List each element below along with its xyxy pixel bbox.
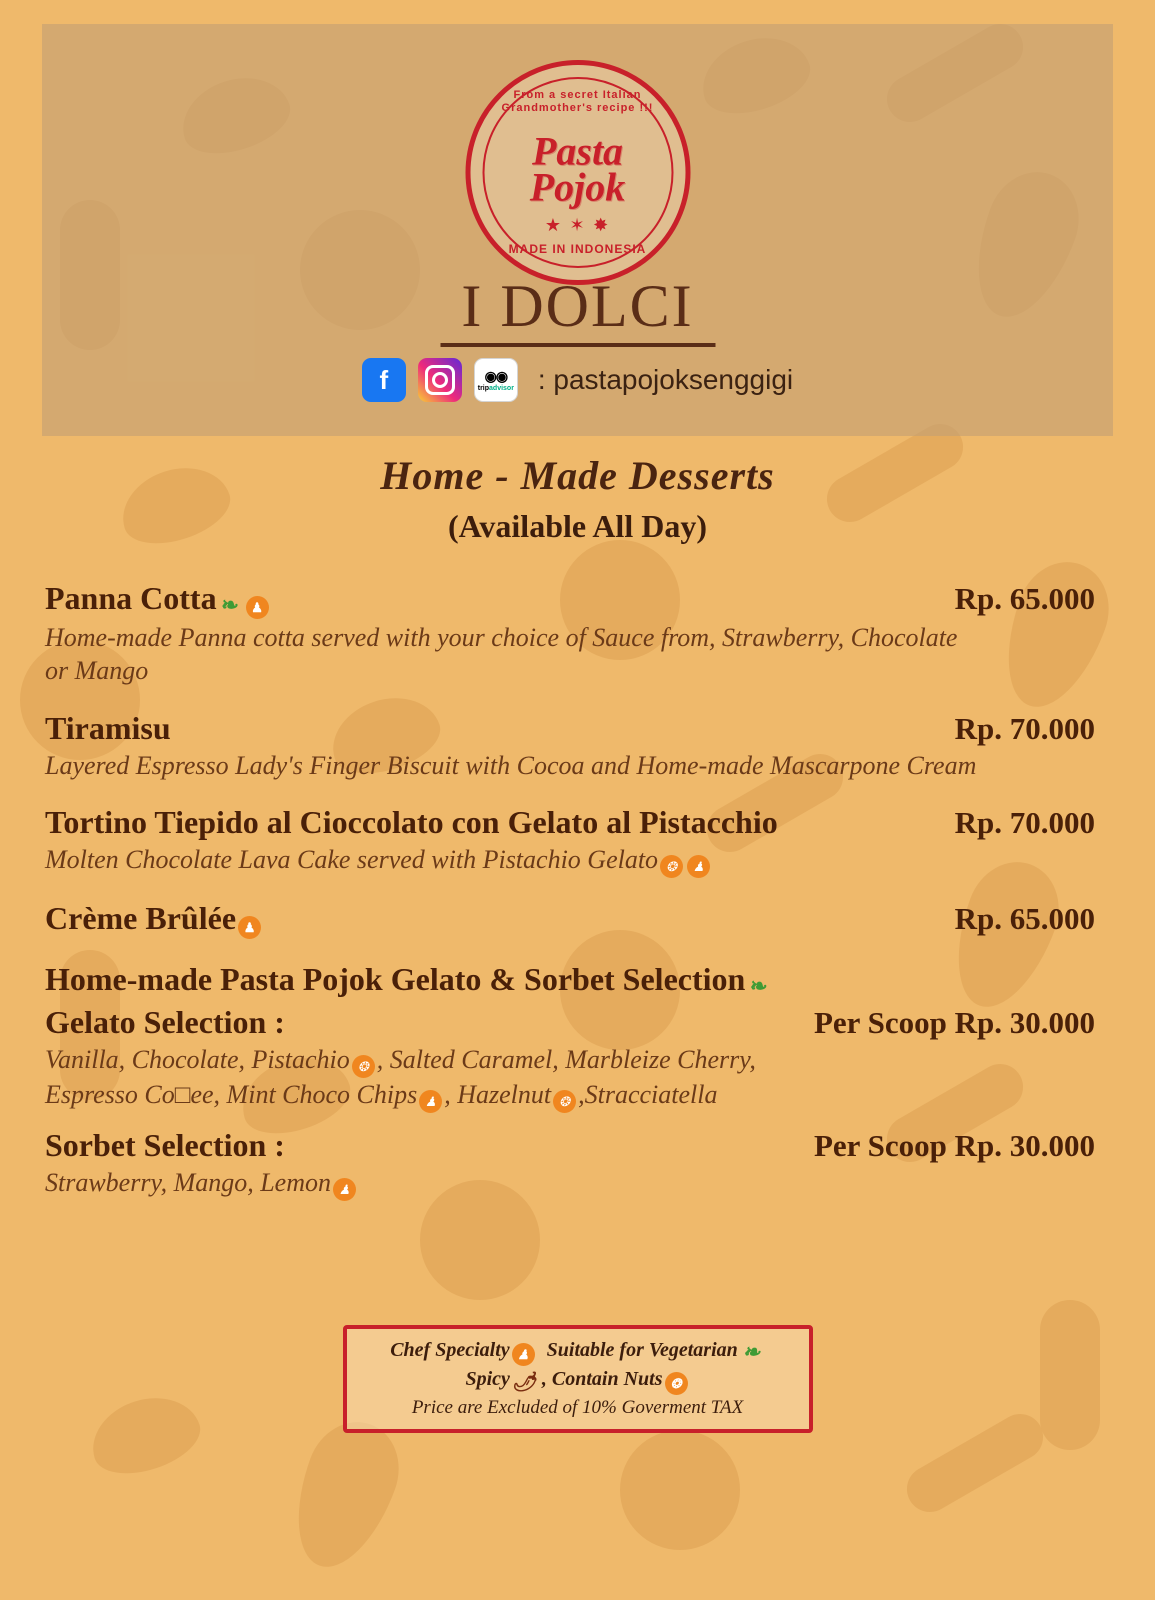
contain-nuts-icon: ❂ [553,1090,576,1113]
sorbet-section [45,1127,1095,1201]
stamp-top-text: From a secret Italian Grandmother's recipe !!! [501,89,654,114]
title-underline [440,343,715,347]
gelato-selection-label: Gelato Selection : [45,1003,285,1040]
stamp-brand-name [470,127,685,209]
section-script-title: Home - Made Desserts [380,453,775,498]
stamp-brand-line1: Pasta [531,127,624,173]
menu-item-name-text: Crème Brûlée [45,899,237,936]
sorbet-selection-label: Sorbet Selection : [45,1126,285,1163]
gelato-sorbet-section [45,961,1095,1113]
gelato-flavors-line2-b: , Hazelnut [444,1079,552,1109]
gelato-flavors-line1-b: , Salted Caramel, Marbleize Cherry, [376,1044,756,1074]
gelato-selection-price: Per Scoop Rp. 30.000 [813,1004,1095,1040]
sorbet-flavors [45,1166,985,1201]
menu-item-name: Tiramisu [45,709,171,746]
menu-item-description: Home-made Panna cotta served with your choice of Sauce from, Strawberry, Chocolate or Mango [45,623,958,686]
legend-chef-label: Chef Specialty [390,1339,510,1361]
legend-spicy-label: Spicy [465,1368,510,1390]
menu-item-name [45,580,271,619]
gelato-flavors [45,1043,985,1113]
vegetarian-icon: ❧ [221,593,239,617]
menu-item [45,900,1095,939]
chef-specialty-icon: ♟ [419,1090,442,1113]
menu-item-name: Tortino Tiepido al Cioccolato con Gelato al Pistacchio [45,803,778,840]
legend-box [343,1325,813,1433]
chef-specialty-icon: ♟ [238,916,261,939]
tax-note: Price are Excluded of 10% Goverment TAX [411,1397,744,1418]
gelato-flavors-line2-a: Espresso Co□ee, Mint Choco Chips [45,1079,418,1109]
gelato-flavors-line1-a: Vanilla, Chocolate, Pistachio [45,1044,350,1074]
chef-specialty-icon: ♟ [333,1178,356,1201]
contain-nuts-icon: ❂ [352,1055,375,1078]
menu-item-price: Rp. 65.000 [954,900,1095,936]
stamp-bottom-text: MADE IN INDONESIA [508,242,647,256]
legend-nuts-label: , Contain Nuts [541,1368,663,1390]
section-availability: (Available All Day) [448,508,707,544]
menu-item-description: Layered Espresso Lady's Finger Biscuit with Cocoa and Home-made Mascarpone Cream [45,750,977,780]
legend-vegetarian-label: Suitable for Vegetarian [546,1339,738,1361]
menu-item-price: Rp. 70.000 [954,804,1095,840]
menu-item-description-text: Molten Chocolate Lava Cake served with Pistachio Gelato [45,844,659,874]
menu-item [45,710,1095,782]
tripadvisor-wordmark [478,385,514,392]
sorbet-flavors-text: Strawberry, Mango, Lemon [45,1167,331,1197]
social-handle: : pastapojoksenggigi [537,364,794,395]
chef-specialty-icon: ♟ [687,855,710,878]
fork-spoon-icon: ★ ✶ ✸ [544,215,611,235]
tripadvisor-icon[interactable] [474,358,518,402]
gelato-section-heading-text: Home-made Pasta Pojok Gelato & Sorbet Selection [45,960,746,997]
social-links [0,358,1155,402]
menu-item-description [45,843,985,878]
facebook-icon[interactable]: f [362,358,406,402]
menu-item-price: Rp. 65.000 [954,581,1095,616]
vegetarian-icon: ❧ [750,973,768,998]
contain-nuts-icon: ❂ [665,1372,688,1395]
menu-item [45,804,1095,878]
tripadvisor-eyes: ◉◉ [484,367,508,384]
legend-line-2 [357,1366,799,1395]
instagram-icon[interactable] [418,358,462,402]
stamp-brand-line2: Pojok [529,163,626,209]
menu-item-name [45,900,263,939]
vegetarian-icon: ❧ [742,1340,761,1364]
gelato-flavors-line2-c: ,Stracciatella [578,1079,718,1109]
legend-line-1 [357,1337,799,1366]
menu-item-price: Rp. 70.000 [954,710,1095,746]
sorbet-selection-price: Per Scoop Rp. 30.000 [813,1127,1095,1163]
page-title: I DOLCI [461,273,694,339]
chef-specialty-icon: ♟ [512,1343,535,1366]
tripadvisor-word-advisor: advisor [489,384,514,392]
tripadvisor-word-trip: trip [477,384,490,392]
menu-item [45,580,1095,688]
contain-nuts-icon: ❂ [660,855,683,878]
chef-specialty-icon: ♟ [246,596,269,619]
spicy-icon: 🌶 [511,1372,537,1393]
menu-item-name-text: Panna Cotta [45,580,217,616]
logo-stamp [465,60,690,285]
stamp-border [465,60,690,285]
gelato-section-heading [45,961,1095,998]
menu-items-list [45,580,1095,1223]
